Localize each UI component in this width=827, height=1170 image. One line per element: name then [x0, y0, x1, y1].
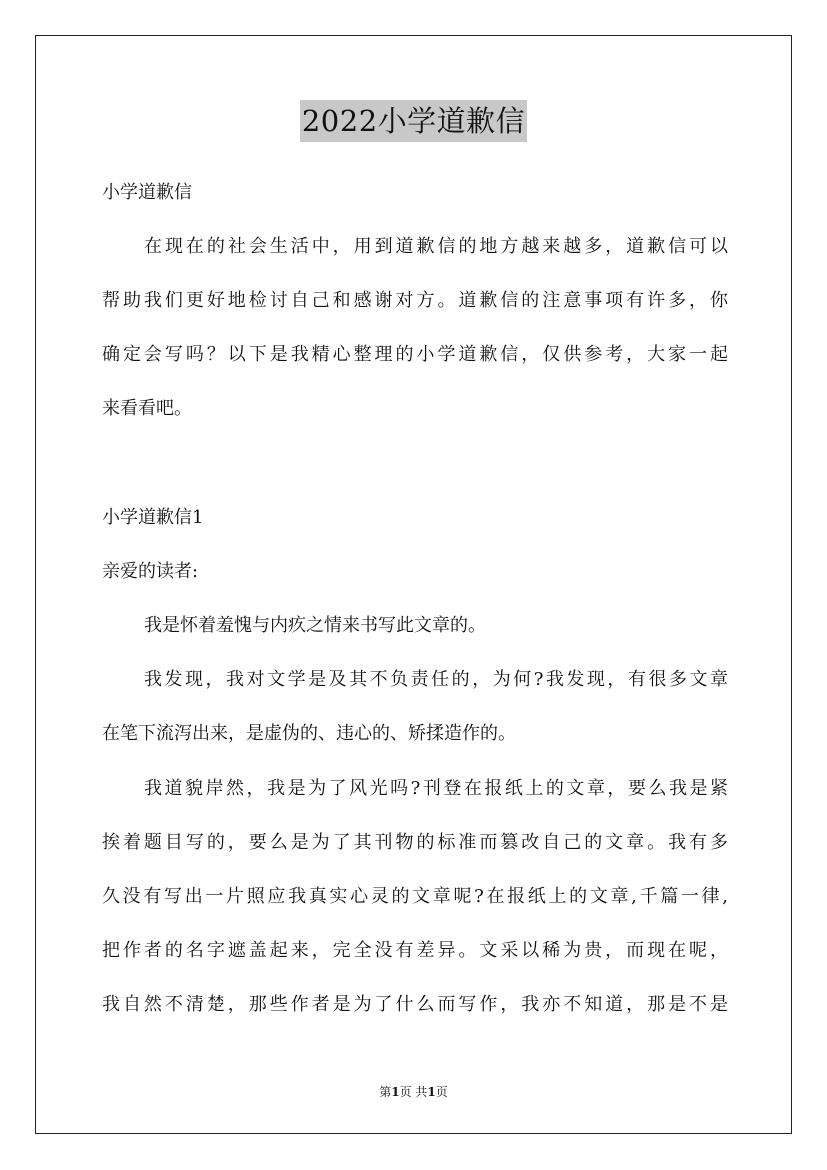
paragraph-line: 久没有写出一片照应我真实心灵的文章呢?在报纸上的文章,千篇一律,	[102, 886, 728, 907]
footer-prefix: 第	[379, 1085, 392, 1099]
intro-line: 帮助我们更好地检讨自己和感谢对方。道歉信的注意事项有许多，你	[102, 290, 728, 311]
section-heading: 小学道歉信1	[102, 507, 204, 528]
intro-line: 确定会写吗？以下是我精心整理的小学道歉信，仅供参考，大家一起	[102, 344, 728, 365]
footer-mid: 页 共	[399, 1085, 428, 1099]
paragraph-line: 我道貌岸然，我是为了风光吗?刊登在报纸上的文章，要么我是紧	[144, 778, 728, 799]
paragraph-line: 我是怀着羞愧与内疚之情来书写此文章的。	[144, 615, 486, 636]
subtitle: 小学道歉信	[102, 182, 192, 203]
paragraph-line: 我自然不清楚，那些作者是为了什么而写作，我亦不知道，那是不是	[102, 994, 728, 1015]
intro-line: 在现在的社会生活中，用到道歉信的地方越来越多，道歉信可以	[144, 236, 728, 257]
paragraph-line: 我发现，我对文学是及其不负责任的，为何?我发现，有很多文章	[144, 669, 728, 690]
title-container	[0, 100, 827, 142]
page-footer	[0, 1083, 827, 1100]
intro-line: 来看看吧。	[102, 398, 192, 419]
paragraph-line: 把作者的名字遮盖起来，完全没有差异。文采以稀为贵，而现在呢，	[102, 940, 728, 961]
salutation: 亲爱的读者:	[102, 561, 199, 582]
document-title: 2022小学道歉信	[300, 100, 527, 142]
paragraph-line: 在笔下流泻出来，是虚伪的、违心的、矫揉造作的。	[102, 723, 516, 744]
footer-total-pages: 1	[427, 1085, 436, 1099]
paragraph-line: 挨着题目写的，要么是为了其刊物的标准而篡改自己的文章。我有多	[102, 832, 728, 853]
footer-page-number: 1	[391, 1085, 400, 1099]
footer-suffix: 页	[435, 1085, 448, 1099]
